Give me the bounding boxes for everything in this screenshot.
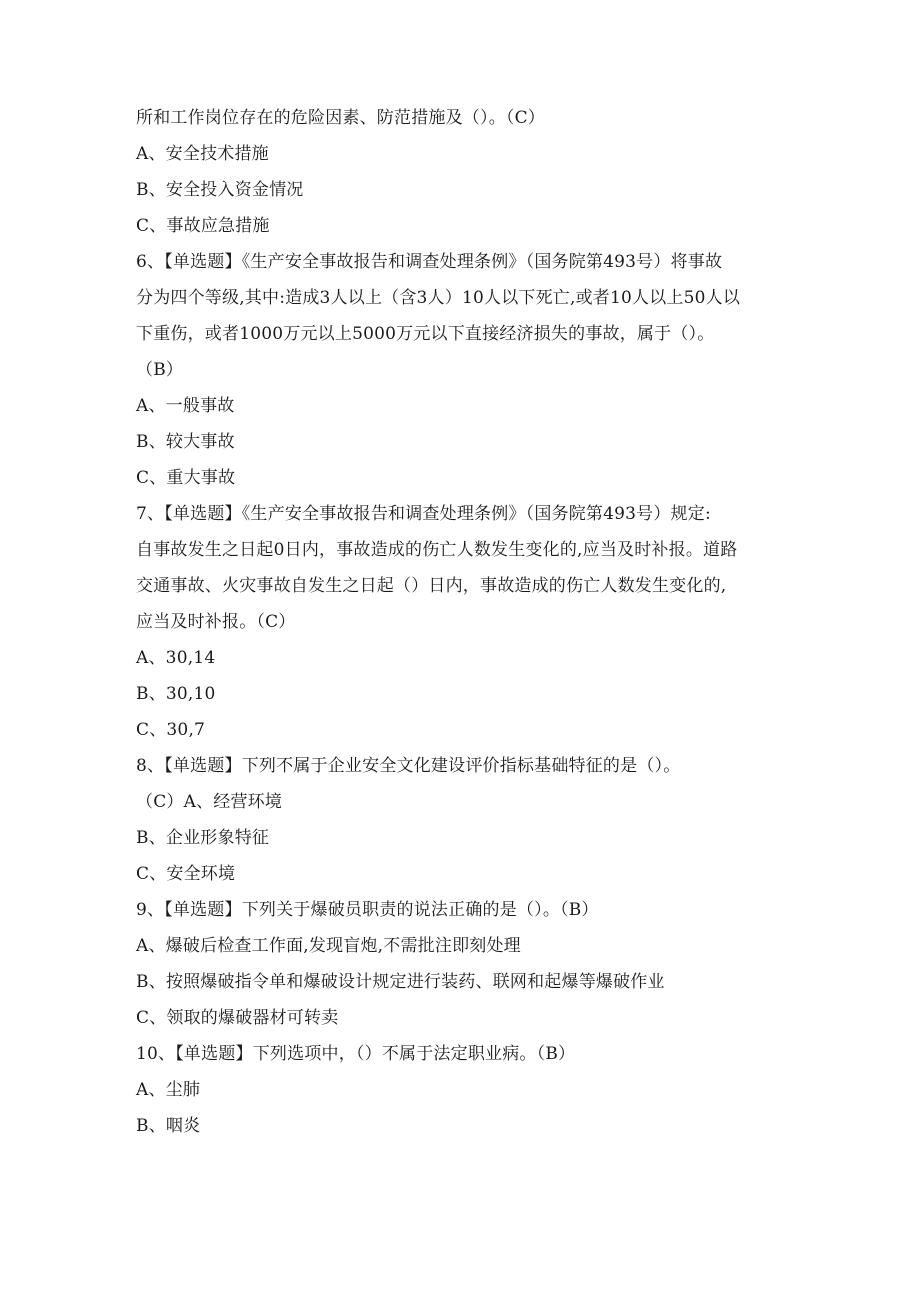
question-7-stem-line-4: 应当及时补报。（C） [136,612,296,632]
question-6-stem-line-2: 分为四个等级,其中:造成3人以上（含3人）10人以下死亡,或者10人以上50人以 [136,288,741,308]
q10-option-b: B、咽炎 [136,1116,201,1136]
q7-option-b: B、30,10 [136,684,216,704]
question-7-stem-line-2: 自事故发生之日起0日内，事故造成的伤亡人数发生变化的,应当及时补报。道路 [136,540,738,560]
q5-option-c: C、事故应急措施 [136,216,270,236]
q6-option-a: A、一般事故 [136,396,235,416]
q7-option-c: C、30,7 [136,720,206,740]
question-10-stem: 10、【单选题】下列选项中，（）不属于法定职业病。（B） [136,1044,576,1064]
question-5-stem-continued: 所和工作岗位存在的危险因素、防范措施及（）。（C） [136,108,546,128]
document-page [136,100,796,1144]
question-7-stem-line-1: 7、【单选题】《生产安全事故报告和调查处理条例》（国务院第493号）规定: [136,504,711,524]
q5-option-a: A、安全技术措施 [136,144,269,164]
q10-option-a: A、尘肺 [136,1080,201,1100]
q8-option-c: C、安全环境 [136,864,236,884]
question-6-stem-line-1: 6、【单选题】《生产安全事故报告和调查处理条例》（国务院第493号）将事故 [136,252,723,272]
question-8-stem: 8、【单选题】下列不属于企业安全文化建设评价指标基础特征的是（）。 [136,756,681,776]
question-9-stem: 9、【单选题】下列关于爆破员职责的说法正确的是（）。（B） [136,900,599,920]
question-6-stem-line-3: 下重伤，或者1000万元以上5000万元以下直接经济损失的事故，属于（）。 [136,324,715,344]
q9-option-c: C、领取的爆破器材可转卖 [136,1008,339,1028]
q6-option-b: B、较大事故 [136,432,235,452]
q8-option-b: B、企业形象特征 [136,828,270,848]
q9-option-a: A、爆破后检查工作面,发现盲炮,不需批注即刻处理 [136,936,521,956]
question-6-answer: （B） [136,360,184,380]
question-7-stem-line-3: 交通事故、火灾事故自发生之日起（）日内，事故造成的伤亡人数发生变化的, [136,576,727,596]
q9-option-b: B、按照爆破指令单和爆破设计规定进行装药、联网和起爆等爆破作业 [136,972,665,992]
q7-option-a: A、30,14 [136,648,216,668]
q6-option-c: C、重大事故 [136,468,236,488]
q5-option-b: B、安全投入资金情况 [136,180,304,200]
q8-answer-and-option-a: （C）A、经营环境 [136,792,283,812]
